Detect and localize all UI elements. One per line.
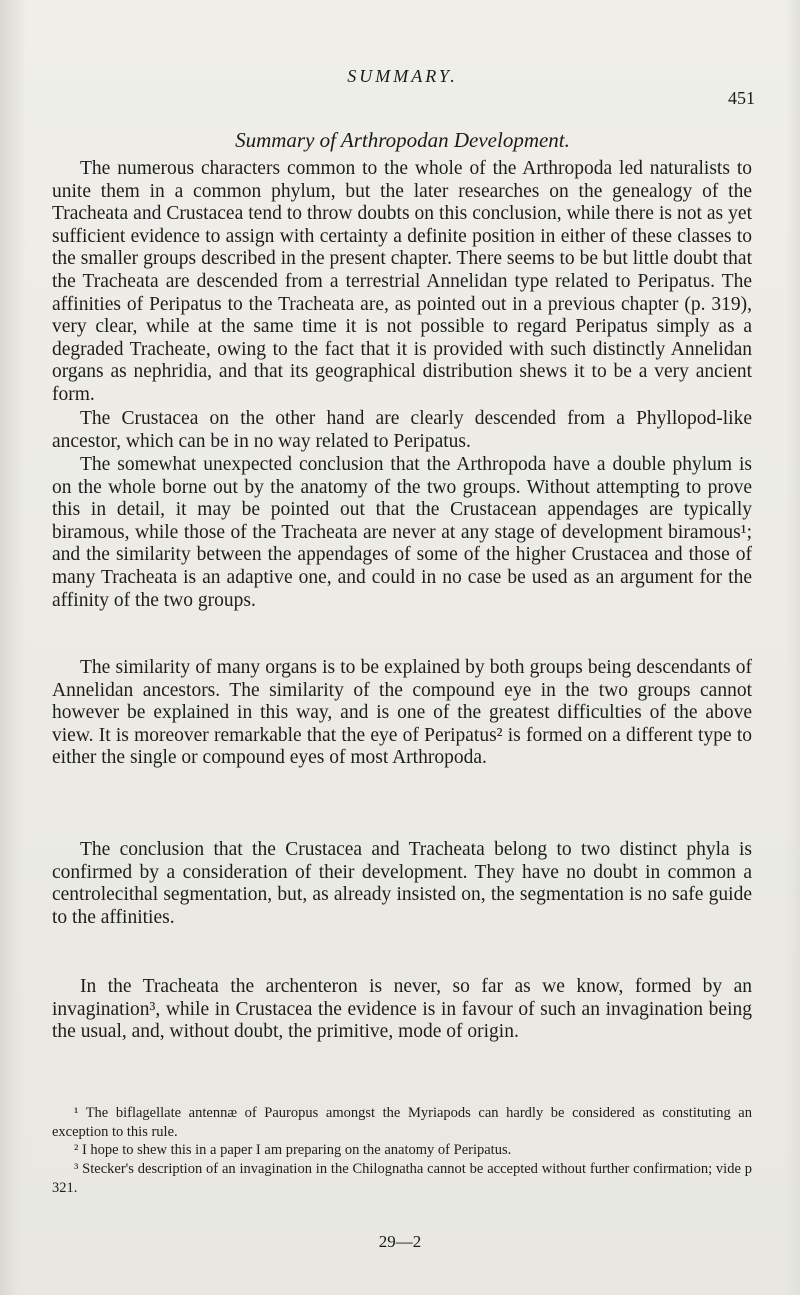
paragraph-1: The numerous characters common to the whole of the Arthropoda led naturalists to unite them in a common phylum, but the later researches on the genealogy of the Tracheata and Crustacea tend to throw doubts on this conclusion, while there is not as yet sufficient evidence to assign with certainty a definite position in either of these classes to the smaller groups described in the present chapter. There seems to be but little doubt that the Tracheata are descended from a terrestrial Annelidan type related to Peripatus. The affinities of Peripatus to the Tracheata are, as pointed out in a previous chapter (p. 319), very clear, while at the same time it is not possible to regard Peripatus simply as a degraded Tracheate, owing to the fact that it is provided with such distinctly Annelidan organs as nephridia, and that its geographical distribution shews it to be a very ancient form. bbox=[52, 158, 752, 405]
page-number: 451 bbox=[728, 88, 755, 108]
paragraph-2: The Crustacea on the other hand are clearly descended from a Phyllopod-like ancestor, which can be in no way related to Peripatus. bbox=[52, 408, 752, 452]
section-title: Summary of Arthropodan Development. bbox=[235, 128, 570, 152]
signature-mark: 29—2 bbox=[378, 1232, 422, 1251]
footnote-2: ² I hope to shew this in a paper I am preparing on the anatomy of Peripatus. bbox=[74, 1142, 512, 1158]
paragraph-3: The somewhat unexpected conclusion that the Arthropoda have a double phylum is on the whole borne out by the anatomy of the two groups. Without attempting to prove this in detail, it may be pointed out that the Crustacean appendages are typically biramous, while those of the Tracheata are never at any stage of development biramous¹; and the similarity between the appendages of some of the higher Crustacea and those of many Tracheata is an adaptive one, and could in no case be used as an argument for the affinity of the two groups. bbox=[52, 454, 752, 611]
paragraph-6: In the Tracheata the archenteron is never, so far as we know, formed by an invagination³, while in Crustacea the evidence is in favour of such an invagination being the usual, and, without doubt, the primitive, mode of origin. bbox=[52, 976, 752, 1043]
paragraph-4: The similarity of many organs is to be explained by both groups being descendants of Annelidan ancestors. The similarity of the compound eye in the two groups cannot however be explained in this way, and is one of the greatest difficulties of the above view. It is moreover remarkable that the eye of Peripatus² is formed on a different type to either the single or compound eyes of most Arthropoda. bbox=[52, 657, 752, 769]
paragraph-5: The conclusion that the Crustacea and Tracheata belong to two distinct phyla is confirmed by a consideration of their development. They have no doubt in common a centrolecithal segmentation, but, as already insisted on, the segmentation is no safe guide to the affinities. bbox=[52, 839, 752, 928]
running-head-title: SUMMARY. bbox=[347, 66, 458, 86]
footnote-3: ³ Stecker's description of an invagination in the Chilognatha cannot be accepted without further confirmation; vide p 321. bbox=[52, 1161, 752, 1196]
page-gutter-shadow bbox=[0, 0, 26, 1295]
page-edge-shadow bbox=[786, 0, 800, 1295]
footnote-1: ¹ The biflagellate antennæ of Pauropus amongst the Myriapods can hardly be considered as constituting an exception to this rule. bbox=[52, 1105, 752, 1140]
